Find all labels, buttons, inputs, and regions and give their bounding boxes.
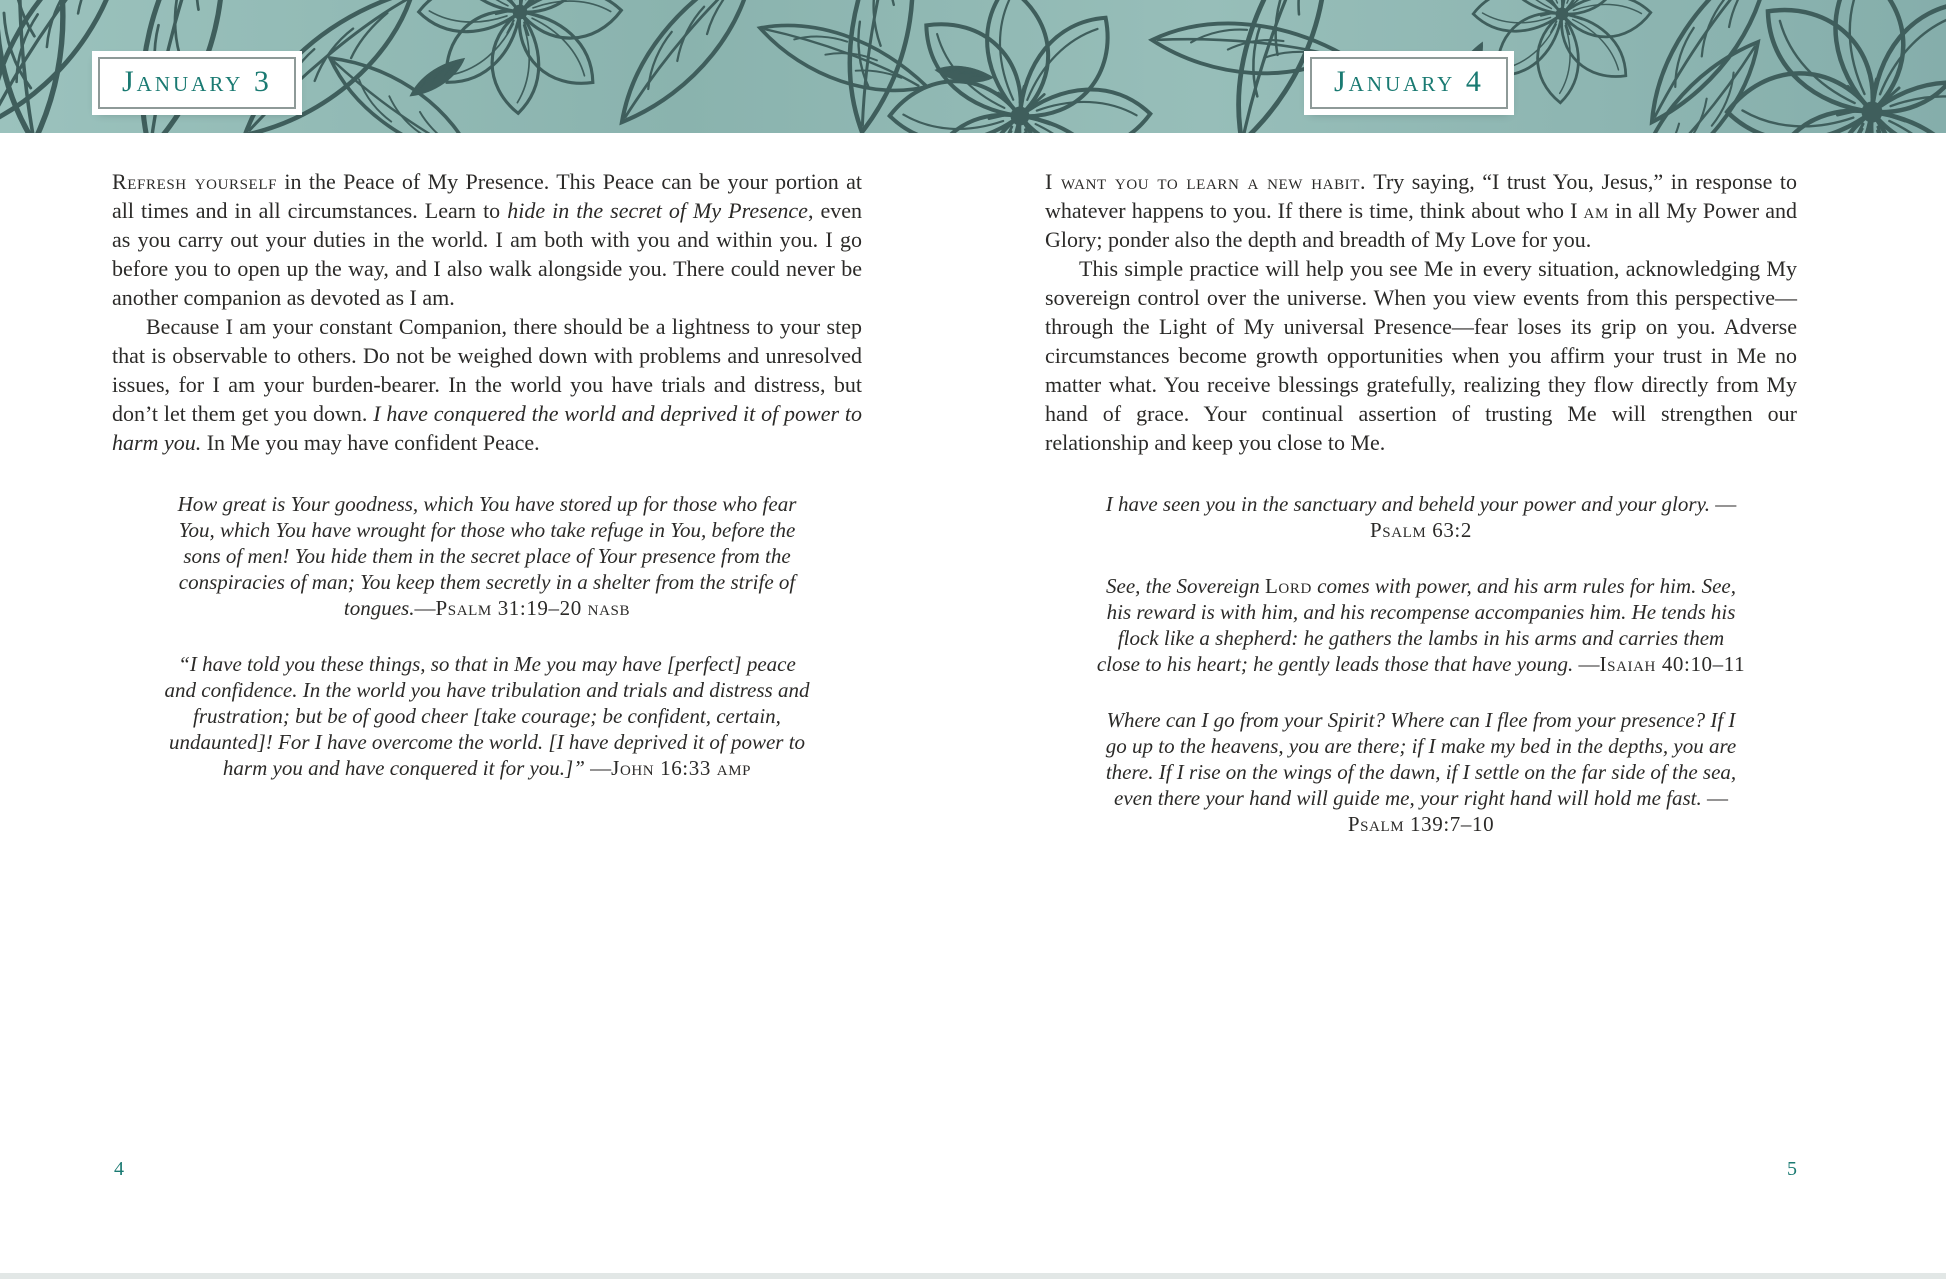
scripture-quote	[1095, 573, 1747, 677]
text-run: —	[1706, 786, 1728, 810]
text-run: I have conquered the world and deprived it of power to harm you.	[112, 401, 862, 455]
date-box-january-3	[98, 57, 296, 109]
text-run: How great is Your goodness, which You have stored up for those who fear You, which You have wrought for those who take refuge in You, before the sons of men! You hide them in the secret place of Your presence from the conspiracies of man; You keep them secretly in a shelter from the strife of tongues.	[177, 492, 797, 620]
text-run: in all My Power and Glory; ponder also the depth and breadth of My Love for you.	[1045, 198, 1797, 252]
page-left-content	[112, 133, 862, 781]
text-run: —	[1715, 492, 1737, 516]
text-run: , even as you carry out your duties in the world. I am both with you and within you. I go before you to open up the way, and I also walk alongside you. There could never be another companion as devoted as I am.	[112, 198, 862, 310]
text-run: Where can I go from your Spirit? Where can I flee from your presence? If I go up to the heavens, you are there; if I make my bed in the depths, you are there. If I rise on the wings of the dawn, if I settle on the far side of the sea, even there your hand will guide me, your right hand will hold me fast.	[1105, 708, 1737, 810]
text-run: Psalm 63:2	[1370, 518, 1472, 542]
page-area	[0, 133, 1946, 1273]
devotion-paragraph	[1045, 167, 1797, 254]
text-run: hide in the secret of My Presence	[507, 198, 808, 223]
page-right	[1045, 133, 1797, 1273]
text-run: See, the Sovereign	[1106, 574, 1265, 598]
devotion-paragraph	[1045, 254, 1797, 457]
text-run: Refresh yourself	[112, 169, 278, 194]
scripture-quote	[161, 491, 813, 621]
scripture-quote	[161, 651, 813, 781]
text-run: John 16:33 amp	[611, 756, 752, 780]
page-number-right: 5	[1787, 1158, 1797, 1180]
date-label-left: January 3	[122, 65, 272, 98]
text-run: Lord	[1265, 574, 1312, 598]
text-run: in the Peace of My Presence. This Peace can be your portion at all times and in all circumstances. Learn to	[112, 169, 862, 223]
devotion-paragraph	[112, 312, 862, 457]
text-run: I have seen you in the sanctuary and beheld your power and your glory.	[1105, 492, 1716, 516]
text-run: Because I am your constant Companion, there should be a lightness to your step that is observable to others. Do not be weighed down with problems and unresolved issues, for I am your burden-bearer. In the world you have trials and distress, but don’t let them get you down.	[112, 314, 862, 426]
floral-header-banner	[0, 0, 1946, 133]
text-run: This simple practice will help you see Me in every situation, acknowledging My sovereign control over the universe. When you view events from this perspective—through the Light of My universal Presence—fear loses its grip on you. Adverse circumstances become growth opportunities when you affirm your trust in Me no matter what. You receive blessings gratefully, realizing they flow directly from My hand of grace. Your continual assertion of trusting Me will strengthen our relationship and keep you close to Me.	[1045, 256, 1797, 455]
text-run: Isaiah 40:10–11	[1599, 652, 1746, 676]
date-label-right: January 4	[1334, 65, 1484, 98]
text-run: In Me you may have confident Peace.	[201, 430, 540, 455]
page-number-left: 4	[114, 1158, 124, 1180]
text-run: I want you to learn a new habit.	[1045, 169, 1367, 194]
page-left	[112, 133, 862, 1273]
page-right-content	[1045, 133, 1797, 837]
text-run: comes with power, and his arm rules for him. See, his reward is with him, and his recompense accompanies him. He tends his flock like a shepherd: he gathers the lambs in his arms and carries them close to his heart; he gently leads those that have young.	[1096, 574, 1736, 676]
devotion-paragraph	[112, 167, 862, 312]
text-run: —	[414, 596, 436, 620]
date-box-january-4	[1310, 57, 1508, 109]
text-run: Psalm 31:19–20 nasb	[435, 596, 631, 620]
text-run: Psalm 139:7–10	[1347, 812, 1495, 836]
text-run: —	[590, 756, 612, 780]
text-run: am	[1583, 198, 1609, 223]
text-run: —	[1578, 652, 1600, 676]
scripture-quote	[1095, 491, 1747, 543]
text-run: Try saying, “I trust You, Jesus,” in response to whatever happens to you. If there is time, think about who I	[1045, 169, 1797, 223]
text-run: “I have told you these things, so that in Me you may have [perfect] peace and confidence. In the world you have tribulation and trials and distress and frustration; but be of good cheer [take courage; be confident, certain, undaunted]! For I have overcome the world. [I have deprived it of power to harm you and have conquered it for you.]”	[164, 652, 810, 780]
page-bottom-edge	[0, 1273, 1946, 1279]
scripture-quote	[1095, 707, 1747, 837]
